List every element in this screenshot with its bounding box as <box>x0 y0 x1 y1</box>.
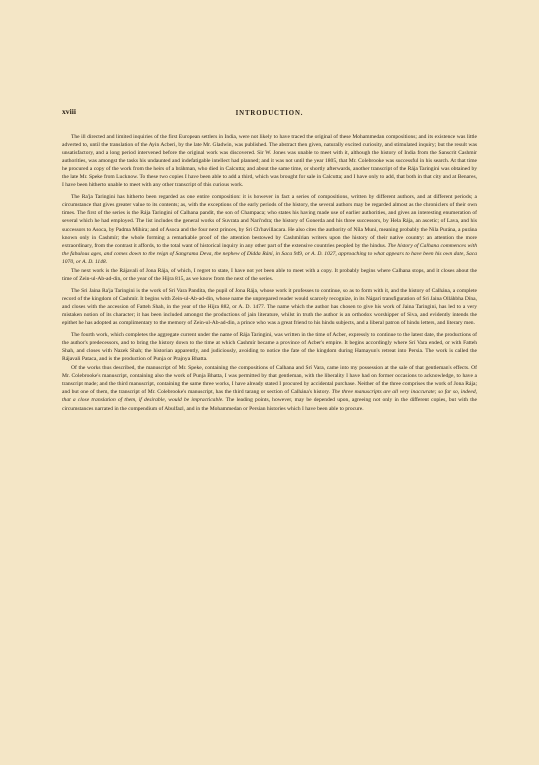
paragraph-1 <box>62 133 477 189</box>
paragraph-1-text: The ill directed and limited inquiries of the first European settlers in India, were not likely to have traced the original of these Mohammedan compositions; and its existence was little adverted to, until the translation of the Ayin Acberi, by the late Mr. Gladwin, was published. The abstract then given, naturally excited curiosity, and stimulated inquiry; but the result was unsatisfactory, and a long period intervened before the original work was discovered. Sir W. Jones was unable to meet with it, although the history of India from the Sanscrit Cashmir authorities, was amongst the tasks his undaunted and indefatigable intellect had planned; and it was not until the year 1805, that Mr. Colebrooke was successful in his search. At that time he procured a copy of the work from the heirs of a bráhman, who died in Calcutta; and about the same time, or shortly afterwards, another transcript of the Rája Taringini was obtained by the late Mr. Speke from Lucknow. To these two copies I have been able to add a third, which was brought for sale in Calcutta; and I have only to add, that both in that city and at Benares, I have been hitherto unable to meet with any other transcript of this curious work. <box>62 134 477 189</box>
paragraph-3 <box>62 267 477 283</box>
paragraph-5-text: The fourth work, which completes the aggregate current under the name of Rája Taringini, was written in the time of Acber, expressly to continue to the latest date, the productions of the author's predecessors, and to bring the history down to the time at which Cashmír became a province of Acber's empire. It begins accordingly where Srí Vara ended, or with Fatteh Shah, and closes with Nazek Shah; the historian apparently, and judiciously, avoiding to notice the fate of the kingdom during Hamayun's retreat into Persia. The work is called the Rájavali Pataca, and is the production of Punja or Prajnya Bhatta. <box>62 332 477 363</box>
paragraph-2-italic: The history of Calhana commences with the fabulous ages, and comes down to the reign of Sangrama Deva, the nephew of Didda Rání, in Saca 949, or A. D. 1027, approaching to what appears to have been his own date, Saca 1070, or A. D. 1148. <box>62 242 477 265</box>
paragraph-6-text-after: The leading points, however, may be depended upon, agreeing not only in the different copies, but with the circumstances narrated in the compendium of Abulfazl, and in the Mohammedan or Persian histories which I have been able to procure. <box>62 397 477 412</box>
paragraph-2-text: The Ra'ja Taringini has hitherto been regarded as one entire composition: it is however in fact a series of compositions, written by different authors, and at different periods; a circumstance that gives greater value to its contents; as, with the exceptions of the early periods of the history, the several authors may be regarded almost as the chroniclers of their own times. The first of the series is the Rája Taringini of Calhana pandit, the son of Champaca; who states his having made use of earlier authorities, and gives an interesting enumeration of several which he had employed. The list includes the general works of Suvrata and Nari'ndra; the history of Gonerda and his three successors, by Hela Rája, an ascetic; of Lava, and his successors to Asoca, by Padma Mihira; and of Asoca and the four next princes, by Sri Ch'havillacara. He also cites the authority of Níla Muni, meaning probably the Nila Purána, a purána known only in Cashmír; the whole forming a remarkable proof of the attention bestowed by Cashmírian writers upon the history of their native country: an attention the more extraordinary, from the contrast it affords, to the total want of historical inquiry in any other part of the extensive countries peopled by the hindus. <box>62 194 477 249</box>
paragraph-4 <box>62 287 477 327</box>
paragraph-6-text: Of the works thus described, the manuscript of Mr. Speke, containing the compositions of Calhana and Srí Vara, came into my possession at the sale of that gentleman's effects. Of Mr. Colebrooke's manuscript, containing also the work of Punja Bhatta, I was permitted by that gentleman, with the liberality I have had on former occasions to acknowledge, to have a transcript made; and the third manuscript, containing the same three works, I have already stated I procured by accidental purchase. Neither of the three comprises the work of Jona Rája; and but one of them, the transcript of Mr. Colebrooke's manuscript, has the third tarang or section of Calhána's history. <box>62 365 477 396</box>
paragraph-6 <box>62 364 477 412</box>
paragraph-5 <box>62 331 477 363</box>
page-number: xviii <box>62 107 76 116</box>
paragraph-4-text: The Sri Jaina Ra'ja Taringini is the work of Sri Vara Pandita, the pupil of Jona Rája, whose work it professes to continue, so as to form with it, and the history of Calhána, a complete record of the kingdom of Cashmír. It begins with Zein-ul-Ab-ad-din, whose name the unprepared reader would scarcely recognize, in its Nágarí transfiguration of Sri Jaina Olláhbha Dína, and closes with the accession of Fatteh Shah, in the year of the Hijra 882, or A. D. 1477. The name which the author has chosen to give his work of Jaina Taringini, has led to a very mistaken notion of its character; it has been included amongst the productions of jain literature, whilst in truth the author is an orthodox worshipper of Siva, and evidently intends the epithet he has adopted as complimentary to the memory of Zein-ul-Ab-ad-din, a prince who was a great friend to his hindu subjects, and a liberal patron of hindu letters, and literary men. <box>62 287 477 327</box>
paragraph-3-text: The next work is the Rájavali of Jona Rája, of which, I regret to state, I have not yet been able to meet with a copy. It probably begins where Calhana stops, and it closes about the time of Zein-ul-Ab-ad-din, or the year of the Hijra 815, as we know from the next of the series. <box>62 267 477 282</box>
paragraph-6-italic: The three manuscripts are all very inaccurate; so far so, indeed, that a close translation of them, if desirable, would be impracticable. <box>62 389 477 404</box>
running-title: INTRODUCTION. <box>235 110 304 117</box>
paragraph-2 <box>62 193 477 265</box>
